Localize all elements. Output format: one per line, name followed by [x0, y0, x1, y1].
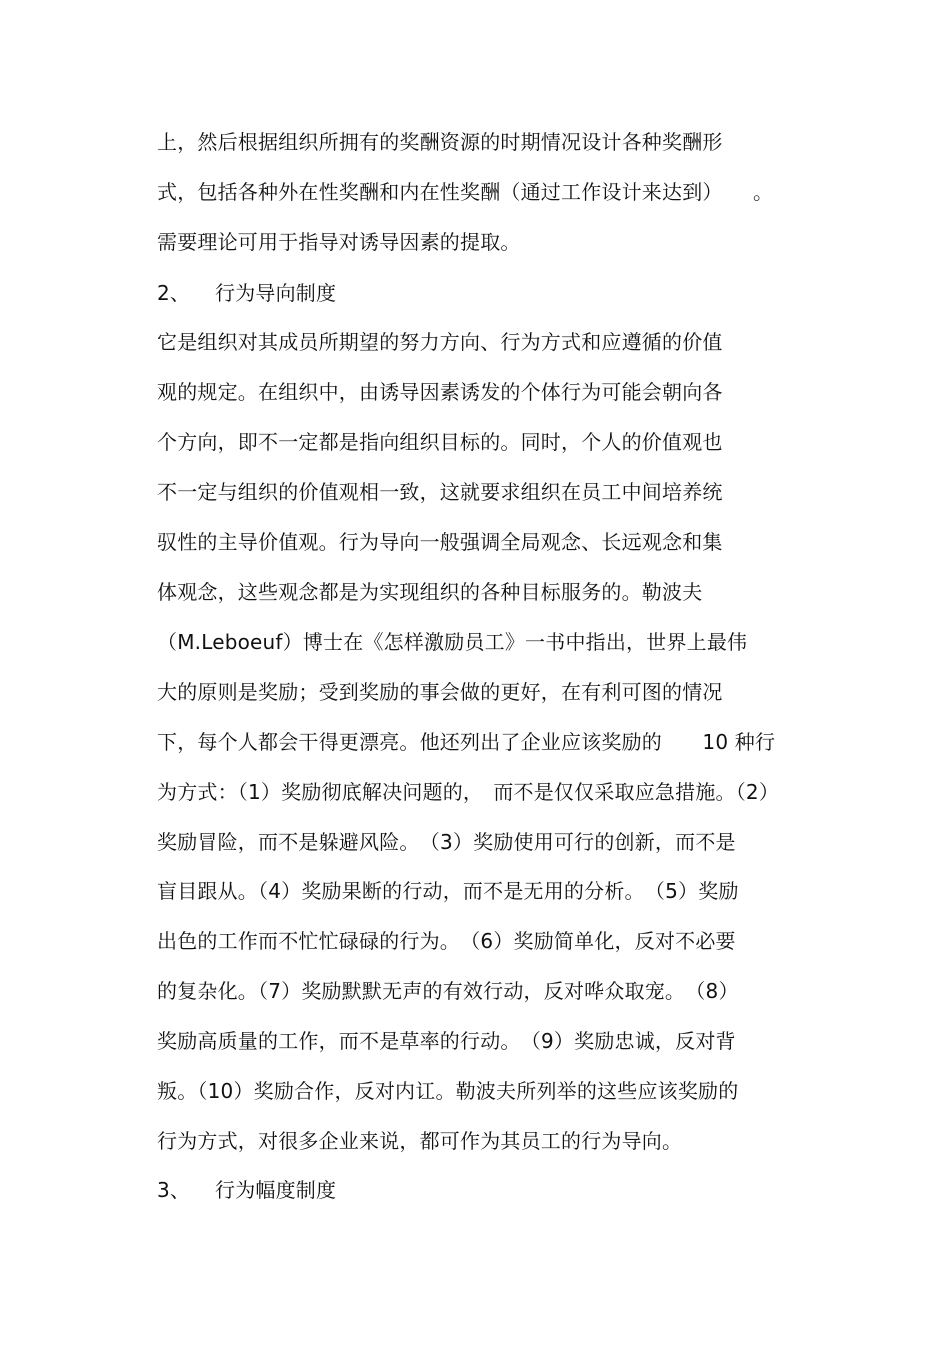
body-line: 个方向，即不一定都是指向组织目标的。同时，个人的价值观也 [157, 430, 723, 454]
body-line: 奖励冒险，而不是躲避风险。 （3）奖励使用可行的创新，而不是 [157, 830, 736, 854]
section-title: 行为导向制度 [215, 281, 337, 305]
body-line: 行为方式，对很多企业来说，都可作为其员工的行为导向。 [157, 1129, 683, 1153]
section-heading-2 [157, 279, 817, 307]
section-number: 2、 [157, 281, 191, 305]
body-line: 奖励高质量的工作，而不是草率的行动。 （9）奖励忠诚，反对背 [157, 1029, 736, 1053]
body-line: 为方式：（1）奖励彻底解决问题的， 而不是仅仅采取应急措施。（2） [157, 780, 780, 804]
body-line: 它是组织对其成员所期望的努力方向、行为方式和应遵循的价值 [157, 330, 723, 354]
body-line: 式，包括各种外在性奖酬和内在性奖酬（通过工作设计来达到） 。 [157, 180, 774, 204]
section-heading-3 [157, 1176, 817, 1204]
body-line: 的复杂化。（7）奖励默默无声的有效行动，反对哗众取宠。 （8） [157, 979, 739, 1003]
section-number: 3、 [157, 1178, 191, 1202]
body-line: 盲目跟从。（4）奖励果断的行动，而不是无用的分析。 （5）奖励 [157, 879, 739, 903]
body-line: 大的原则是奖励；受到奖励的事会做的更好，在有利可图的情况 [157, 680, 723, 704]
body-line: 需要理论可用于指导对诱导因素的提取。 [157, 230, 521, 254]
body-line: （M.Leboeuf）博士在《怎样激励员工》一书中指出，世界上最伟 [157, 630, 748, 654]
body-line: 出色的工作而不忙忙碌碌的行为。 （6）奖励简单化，反对不必要 [157, 929, 736, 953]
body-line: 驭性的主导价值观。行为导向一般强调全局观念、长远观念和集 [157, 530, 723, 554]
section-title: 行为幅度制度 [215, 1178, 337, 1202]
body-line: 不一定与组织的价值观相一致，这就要求组织在员工中间培养统 [157, 480, 723, 504]
body-line: 体观念，这些观念都是为实现组织的各种目标服务的。勒波夫 [157, 580, 703, 604]
body-line: 下，每个人都会干得更漂亮。他还列出了企业应该奖励的 10 种行 [157, 730, 776, 754]
body-line: 观的规定。在组织中，由诱导因素诱发的个体行为可能会朝向各 [157, 380, 723, 404]
body-line: 上，然后根据组织所拥有的奖酬资源的时期情况设计各种奖酬形 [157, 130, 723, 154]
body-line: 叛。（10）奖励合作，反对内讧。勒波夫所列举的这些应该奖励的 [157, 1079, 739, 1103]
